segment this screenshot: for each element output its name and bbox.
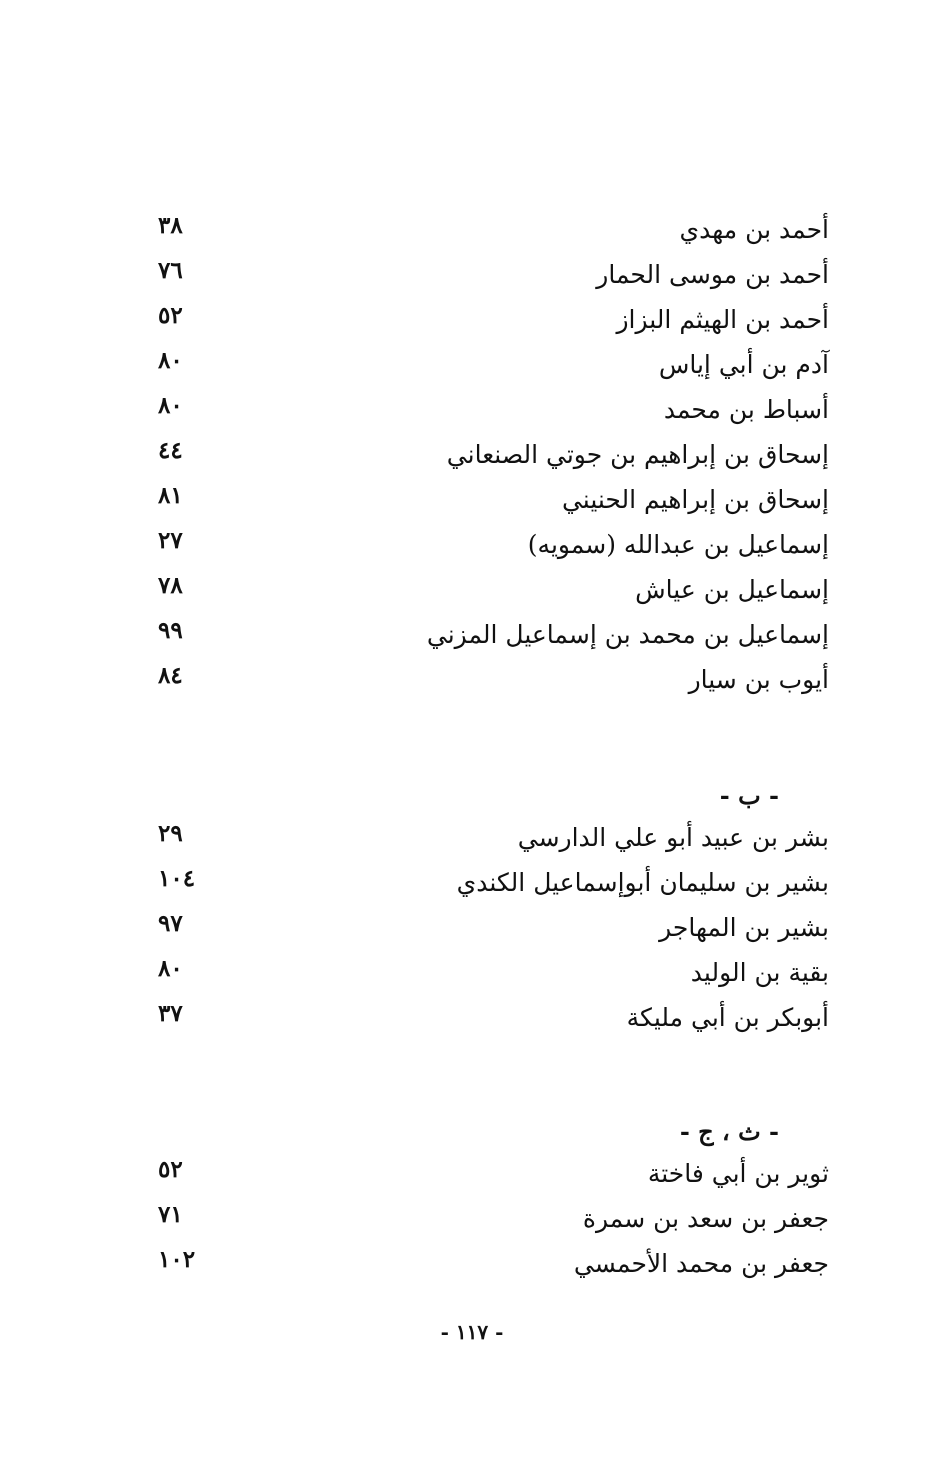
entry-page: ٣٨ — [158, 212, 183, 239]
index-entry — [0, 1196, 944, 1241]
index-entry — [0, 860, 944, 905]
entry-page: ٢٩ — [158, 820, 183, 847]
entry-name: بقية بن الوليد — [690, 958, 829, 987]
section-heading-tha-jim: - ث ، ج - — [679, 1117, 779, 1146]
section-ba — [0, 815, 944, 1040]
entry-page: ٥٢ — [158, 302, 183, 329]
entry-name: أحمد بن موسى الحمار — [596, 260, 829, 289]
entry-name: إسحاق بن إبراهيم الحنيني — [561, 485, 829, 514]
entry-page: ٨٠ — [158, 347, 183, 374]
section-tha-jim — [0, 1151, 944, 1286]
entry-name: أسباط بن محمد — [663, 395, 829, 424]
entry-page: ١٠٢ — [158, 1246, 196, 1273]
entry-page: ٩٩ — [158, 617, 183, 644]
entry-page: ٨٠ — [158, 392, 183, 419]
entry-page: ٣٧ — [158, 1000, 183, 1027]
entry-page: ٩٧ — [158, 910, 183, 937]
entry-name: أحمد بن الهيثم البزاز — [616, 305, 829, 334]
entry-page: ٨١ — [158, 482, 183, 509]
index-entry — [0, 522, 944, 567]
entry-name: ثوير بن أبي فاختة — [647, 1159, 829, 1188]
index-entry — [0, 477, 944, 522]
entry-page: ٧٨ — [158, 572, 183, 599]
entry-page: ٧١ — [158, 1201, 183, 1228]
index-entry — [0, 387, 944, 432]
entry-name: إسماعيل بن محمد بن إسماعيل المزني — [426, 620, 829, 649]
entry-page: ٧٦ — [158, 257, 183, 284]
section-alif — [0, 207, 944, 702]
index-entry — [0, 1151, 944, 1196]
index-entry — [0, 950, 944, 995]
entry-name: إسحاق بن إبراهيم بن جوتي الصنعاني — [446, 440, 829, 469]
entry-name: بشر بن عبيد أبو علي الدارسي — [517, 823, 829, 852]
index-entry — [0, 432, 944, 477]
entry-name: أيوب بن سيار — [688, 665, 829, 694]
entry-name: إسماعيل بن عياش — [635, 575, 829, 604]
entry-name: أبوبكر بن أبي مليكة — [626, 1003, 829, 1032]
index-entry — [0, 342, 944, 387]
entry-name: جعفر بن سعد بن سمرة — [582, 1204, 829, 1233]
entry-name: بشير بن سليمان أبوإسماعيل الكندي — [456, 868, 829, 897]
index-entry — [0, 905, 944, 950]
index-entry — [0, 995, 944, 1040]
index-entry — [0, 252, 944, 297]
entry-name: إسماعيل بن عبدالله (سمويه) — [527, 530, 829, 559]
section-heading-ba: - ب - — [719, 781, 779, 810]
entry-name: أحمد بن مهدي — [679, 215, 829, 244]
entry-name: آدم بن أبي إياس — [658, 350, 829, 379]
index-entry — [0, 567, 944, 612]
entry-page: ٥٢ — [158, 1156, 183, 1183]
index-entry — [0, 815, 944, 860]
entry-name: بشير بن المهاجر — [659, 913, 829, 942]
entry-name: جعفر بن محمد الأحمسي — [573, 1249, 829, 1278]
index-entry — [0, 297, 944, 342]
entry-page: ٤٤ — [158, 437, 183, 464]
page-number: - ١١٧ - — [440, 1320, 504, 1344]
index-entry — [0, 657, 944, 702]
index-entry — [0, 1241, 944, 1286]
entry-page: ١٠٤ — [158, 865, 196, 892]
entry-page: ٨٠ — [158, 955, 183, 982]
entry-page: ٢٧ — [158, 527, 183, 554]
index-entry — [0, 612, 944, 657]
entry-page: ٨٤ — [158, 662, 183, 689]
index-entry — [0, 207, 944, 252]
